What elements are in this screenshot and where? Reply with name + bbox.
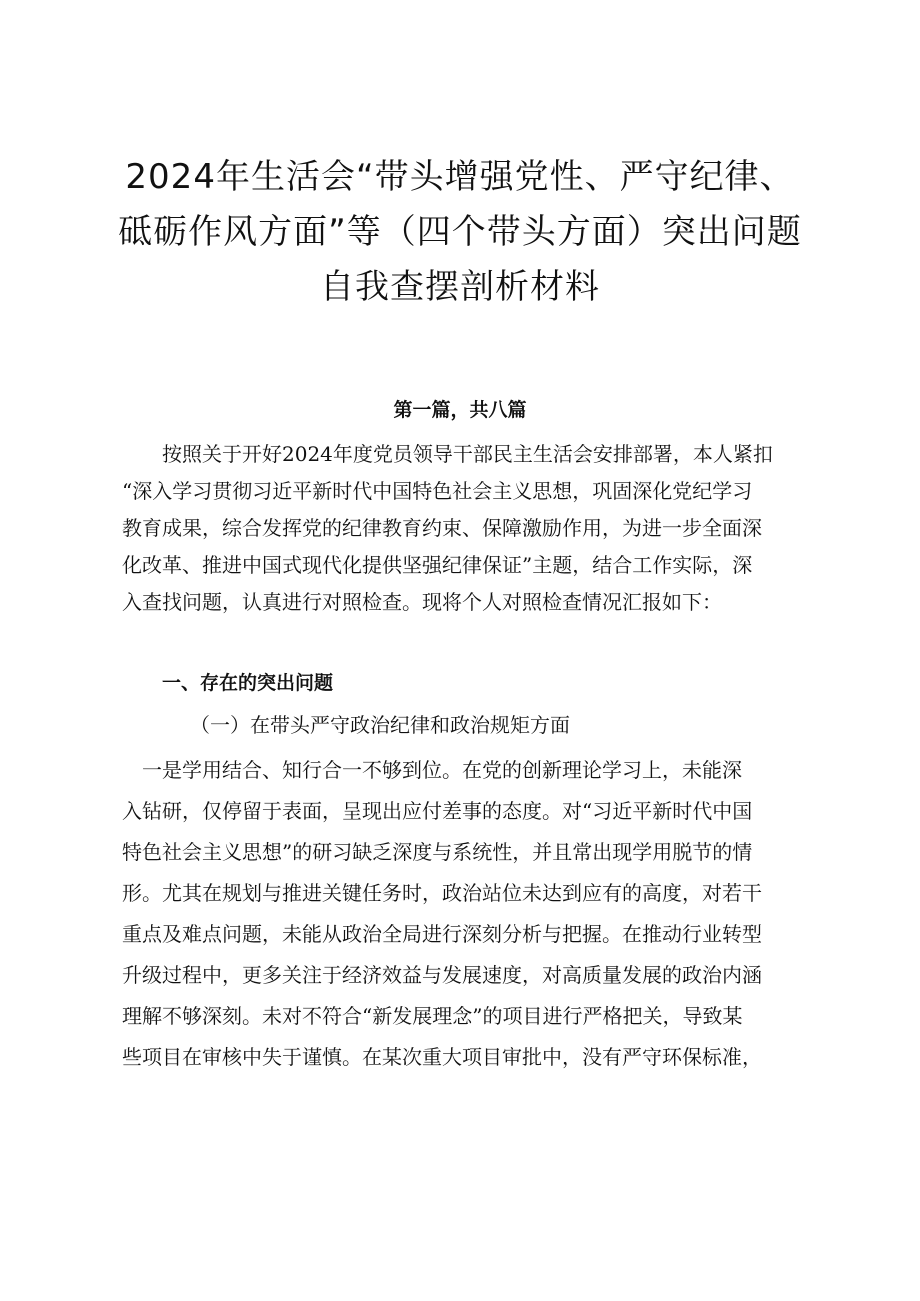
text-line: 些项目在审核中失于谨慎。在某次重大项目审批中，没有严守环保标准，: [122, 1045, 762, 1069]
document-title: [110, 150, 810, 315]
title-line: 砥砺作风方面”等（四个带头方面）突出问题: [118, 212, 802, 252]
text-line: 形。尤其在规划与推进关键任务时，政治站位未达到应有的高度，对若干: [122, 881, 762, 905]
section-heading: 一、存在的突出问题: [162, 672, 334, 694]
text-line: 按照关于开好2024年度党员领导干部民主生活会安排部署，本人紧扣: [122, 442, 773, 466]
text-line: 入钻研，仅停留于表面，呈现出应付差事的态度。对“习近平新时代中国: [122, 799, 753, 823]
subsection-heading: （一）在带头严守政治纪律和政治规矩方面: [190, 713, 570, 737]
text-line: 特色社会主义思想”的研习缺乏深度与系统性，并且常出现学用脱节的情: [122, 840, 753, 864]
text-line: 重点及难点问题，未能从政治全局进行深刻分析与把握。在推动行业转型: [122, 922, 762, 946]
text-line: 一是学用结合、知行合一不够到位。在党的创新理论学习上，未能深: [122, 758, 742, 782]
part-label: 第一篇，共八篇: [393, 399, 527, 421]
text-line: 入查找问题，认真进行对照检查。现将个人对照检查情况汇报如下：: [122, 590, 722, 614]
body-paragraph: [122, 750, 812, 1078]
title-line: 2024年生活会“带头增强党性、严守纪律、: [125, 157, 795, 197]
text-line: “深入学习贯彻习近平新时代中国特色社会主义思想，巩固深化党纪学习: [122, 479, 753, 503]
text-line: 理解不够深刻。未对不符合“新发展理念”的项目进行严格把关，导致某: [122, 1004, 743, 1028]
text-line: 化改革、推进中国式现代化提供坚强纪律保证”主题，结合工作实际，深: [122, 553, 753, 577]
text-line: 教育成果，综合发挥党的纪律教育约束、保障激励作用，为进一步全面深: [122, 516, 762, 540]
intro-paragraph: [122, 436, 812, 621]
title-line: 自我查摆剖析材料: [320, 267, 600, 307]
text-line: 升级过程中，更多关注于经济效益与发展速度，对高质量发展的政治内涵: [122, 963, 762, 987]
